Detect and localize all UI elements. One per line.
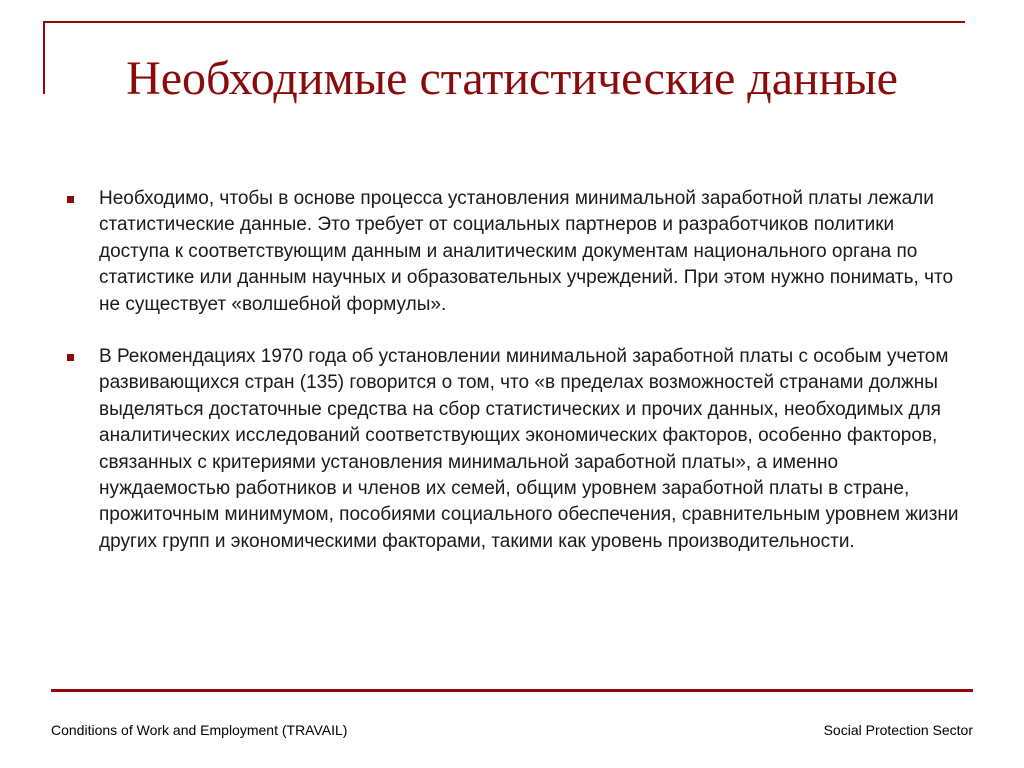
footer-right-text: Social Protection Sector xyxy=(823,722,973,738)
corner-decorative-rule xyxy=(43,21,45,94)
top-decorative-rule xyxy=(43,21,965,23)
bullet-text: В Рекомендациях 1970 года об установлении минимальной заработной платы с особым учетом развивающихся стран (135) говорится о том, что «в пределах возможностей странами должны выделяться достаточные средства на сбор статистических и прочих данных, необходимых для аналитических исследований соответствующих экономических факторов, особенно факторов, связанных с критериями установления минимальной заработной платы», а именно нуждаемостью работников и членов их семей, общим уровнем заработной платы в стране, прожиточным минимумом, пособиями социального обеспечения, сравнительным уровнем жизни других групп и экономическими факторами, такими как уровень производительности. xyxy=(99,346,959,552)
footer-divider xyxy=(51,689,973,692)
bullet-item xyxy=(60,186,960,318)
bullet-list xyxy=(60,186,960,555)
square-bullet-icon xyxy=(67,354,74,361)
footer-left-text: Conditions of Work and Employment (TRAVAIL) xyxy=(51,722,348,738)
bullet-item xyxy=(60,344,960,555)
square-bullet-icon xyxy=(67,196,74,203)
slide-title: Необходимые статистические данные xyxy=(126,52,898,105)
bullet-text: Необходимо, чтобы в основе процесса установления минимальной заработной платы лежали статистические данные. Это требует от социальных партнеров и разработчиков политики доступа к соответствующим данным и аналитическим документам национального органа по статистике или данным научных и образовательных учреждений. При этом нужно понимать, что не существует «волшебной формулы». xyxy=(99,188,954,315)
